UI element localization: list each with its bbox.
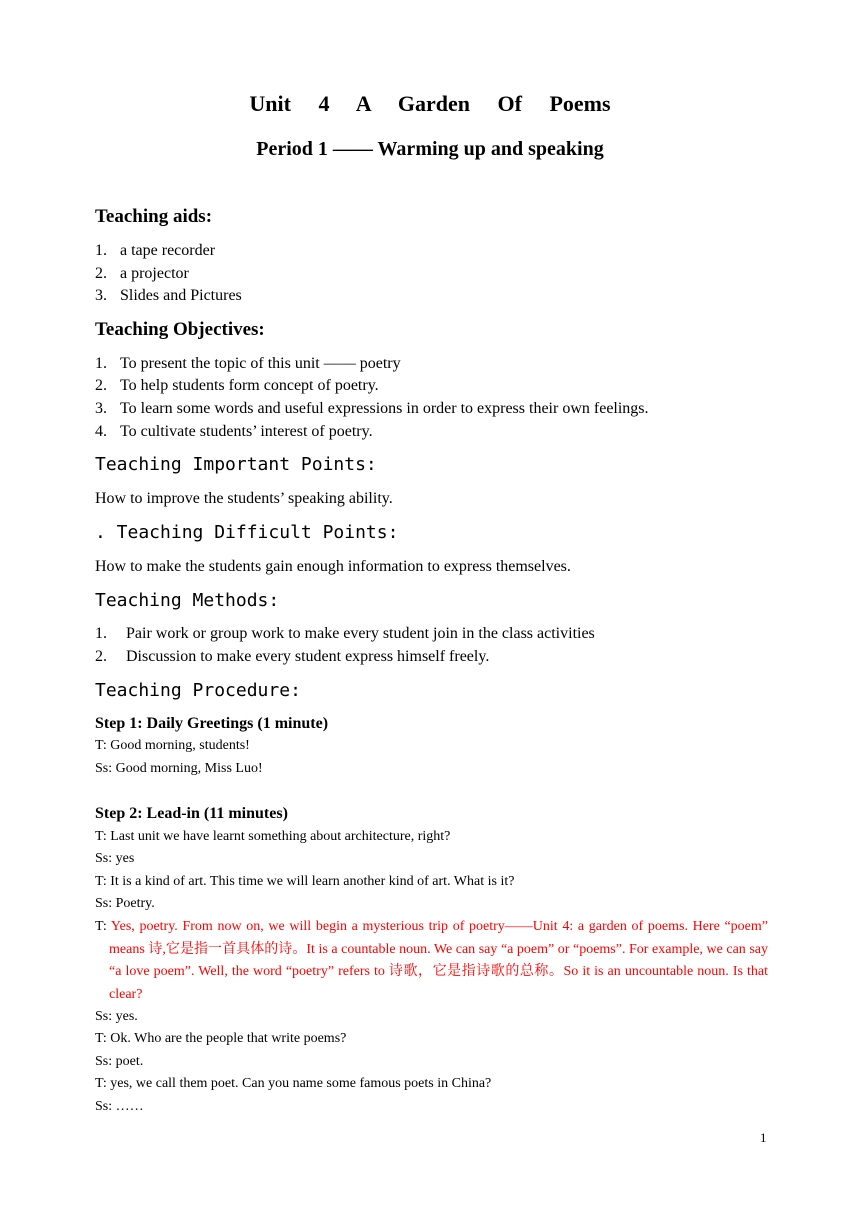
list-item (95, 400, 649, 418)
dialogue-line: Ss: Poetry. (95, 896, 155, 911)
page-title: Unit 4 A Garden Of Poems (249, 91, 611, 116)
list-number: 3. (95, 400, 107, 417)
list-item (95, 287, 242, 305)
list-number: 4. (95, 423, 107, 440)
list-text: a tape recorder (120, 242, 216, 259)
dialogue-line: T: It is a kind of art. This time we will learn another kind of art. What is it? (95, 874, 515, 889)
list-text: To present the topic of this unit —— poetry (120, 355, 401, 372)
dialogue-line: Ss: poet. (95, 1054, 144, 1069)
list-item (95, 242, 215, 260)
list-text: Pair work or group work to make every student join in the class activities (126, 625, 595, 642)
procedure-heading: Teaching Procedure: (95, 680, 301, 701)
list-text: Discussion to make every student express himself freely. (126, 648, 490, 665)
dialogue-line: Ss: Good morning, Miss Luo! (95, 761, 263, 776)
methods-heading: Teaching Methods: (95, 590, 280, 611)
list-number: 2. (95, 648, 107, 665)
list-item (95, 625, 595, 643)
teaching-aids-heading: Teaching aids: (95, 206, 213, 227)
teacher-explanation (95, 916, 768, 1006)
important-points-heading: Teaching Important Points: (95, 454, 377, 475)
objectives-heading: Teaching Objectives: (95, 319, 265, 340)
difficult-points-text: How to make the students gain enough information to express themselves. (95, 558, 571, 575)
list-number: 1. (95, 625, 107, 642)
dialogue-line: Ss: …… (95, 1099, 144, 1114)
step-1-title: Step 1: Daily Greetings (1 minute) (95, 715, 329, 732)
dialogue-line: T: Ok. Who are the people that write poems? (95, 1031, 347, 1046)
step-2-title: Step 2: Lead-in (11 minutes) (95, 805, 288, 822)
list-text: To cultivate students’ interest of poetry. (120, 423, 373, 440)
list-number: 1. (95, 355, 107, 372)
dialogue-line: T: Last unit we have learnt something about architecture, right? (95, 829, 451, 844)
list-text: To help students form concept of poetry. (120, 377, 379, 394)
page-number: 1 (760, 1130, 767, 1145)
dialogue-line: Ss: yes. (95, 1009, 138, 1024)
list-number: 1. (95, 242, 107, 259)
list-number: 2. (95, 377, 107, 394)
difficult-points-heading: . Teaching Difficult Points: (95, 522, 399, 543)
list-item (95, 265, 189, 283)
list-text: Slides and Pictures (120, 287, 242, 304)
list-item (95, 423, 373, 441)
list-text: a projector (120, 265, 189, 282)
highlighted-explanation: Yes, poetry. From now on, we will begin a mysterious trip of poetry——Unit 4: a garden of poems. Here “poem” means 诗,它是指一首具体的诗。It is a countable noun. We can say “a poem” or “poems”. For example, we can say “a love poem”. Well, the word “poetry” refers to 诗歌，它是指诗歌的总称。So it is an uncountable noun. Is that clear? (109, 919, 769, 1002)
list-item (95, 377, 379, 395)
page-subtitle: Period 1 —— Warming up and speaking (256, 138, 604, 160)
list-item (95, 355, 401, 373)
dialogue-line: T: yes, we call them poet. Can you name some famous poets in China? (95, 1076, 492, 1091)
dialogue-line: Ss: yes (95, 851, 135, 866)
list-item (95, 648, 489, 666)
speaker-label: T: (95, 919, 111, 934)
dialogue-line: T: Good morning, students! (95, 738, 250, 753)
important-points-text: How to improve the students’ speaking ability. (95, 490, 393, 507)
list-number: 3. (95, 287, 107, 304)
list-text: To learn some words and useful expressions in order to express their own feelings. (120, 400, 649, 417)
list-number: 2. (95, 265, 107, 282)
